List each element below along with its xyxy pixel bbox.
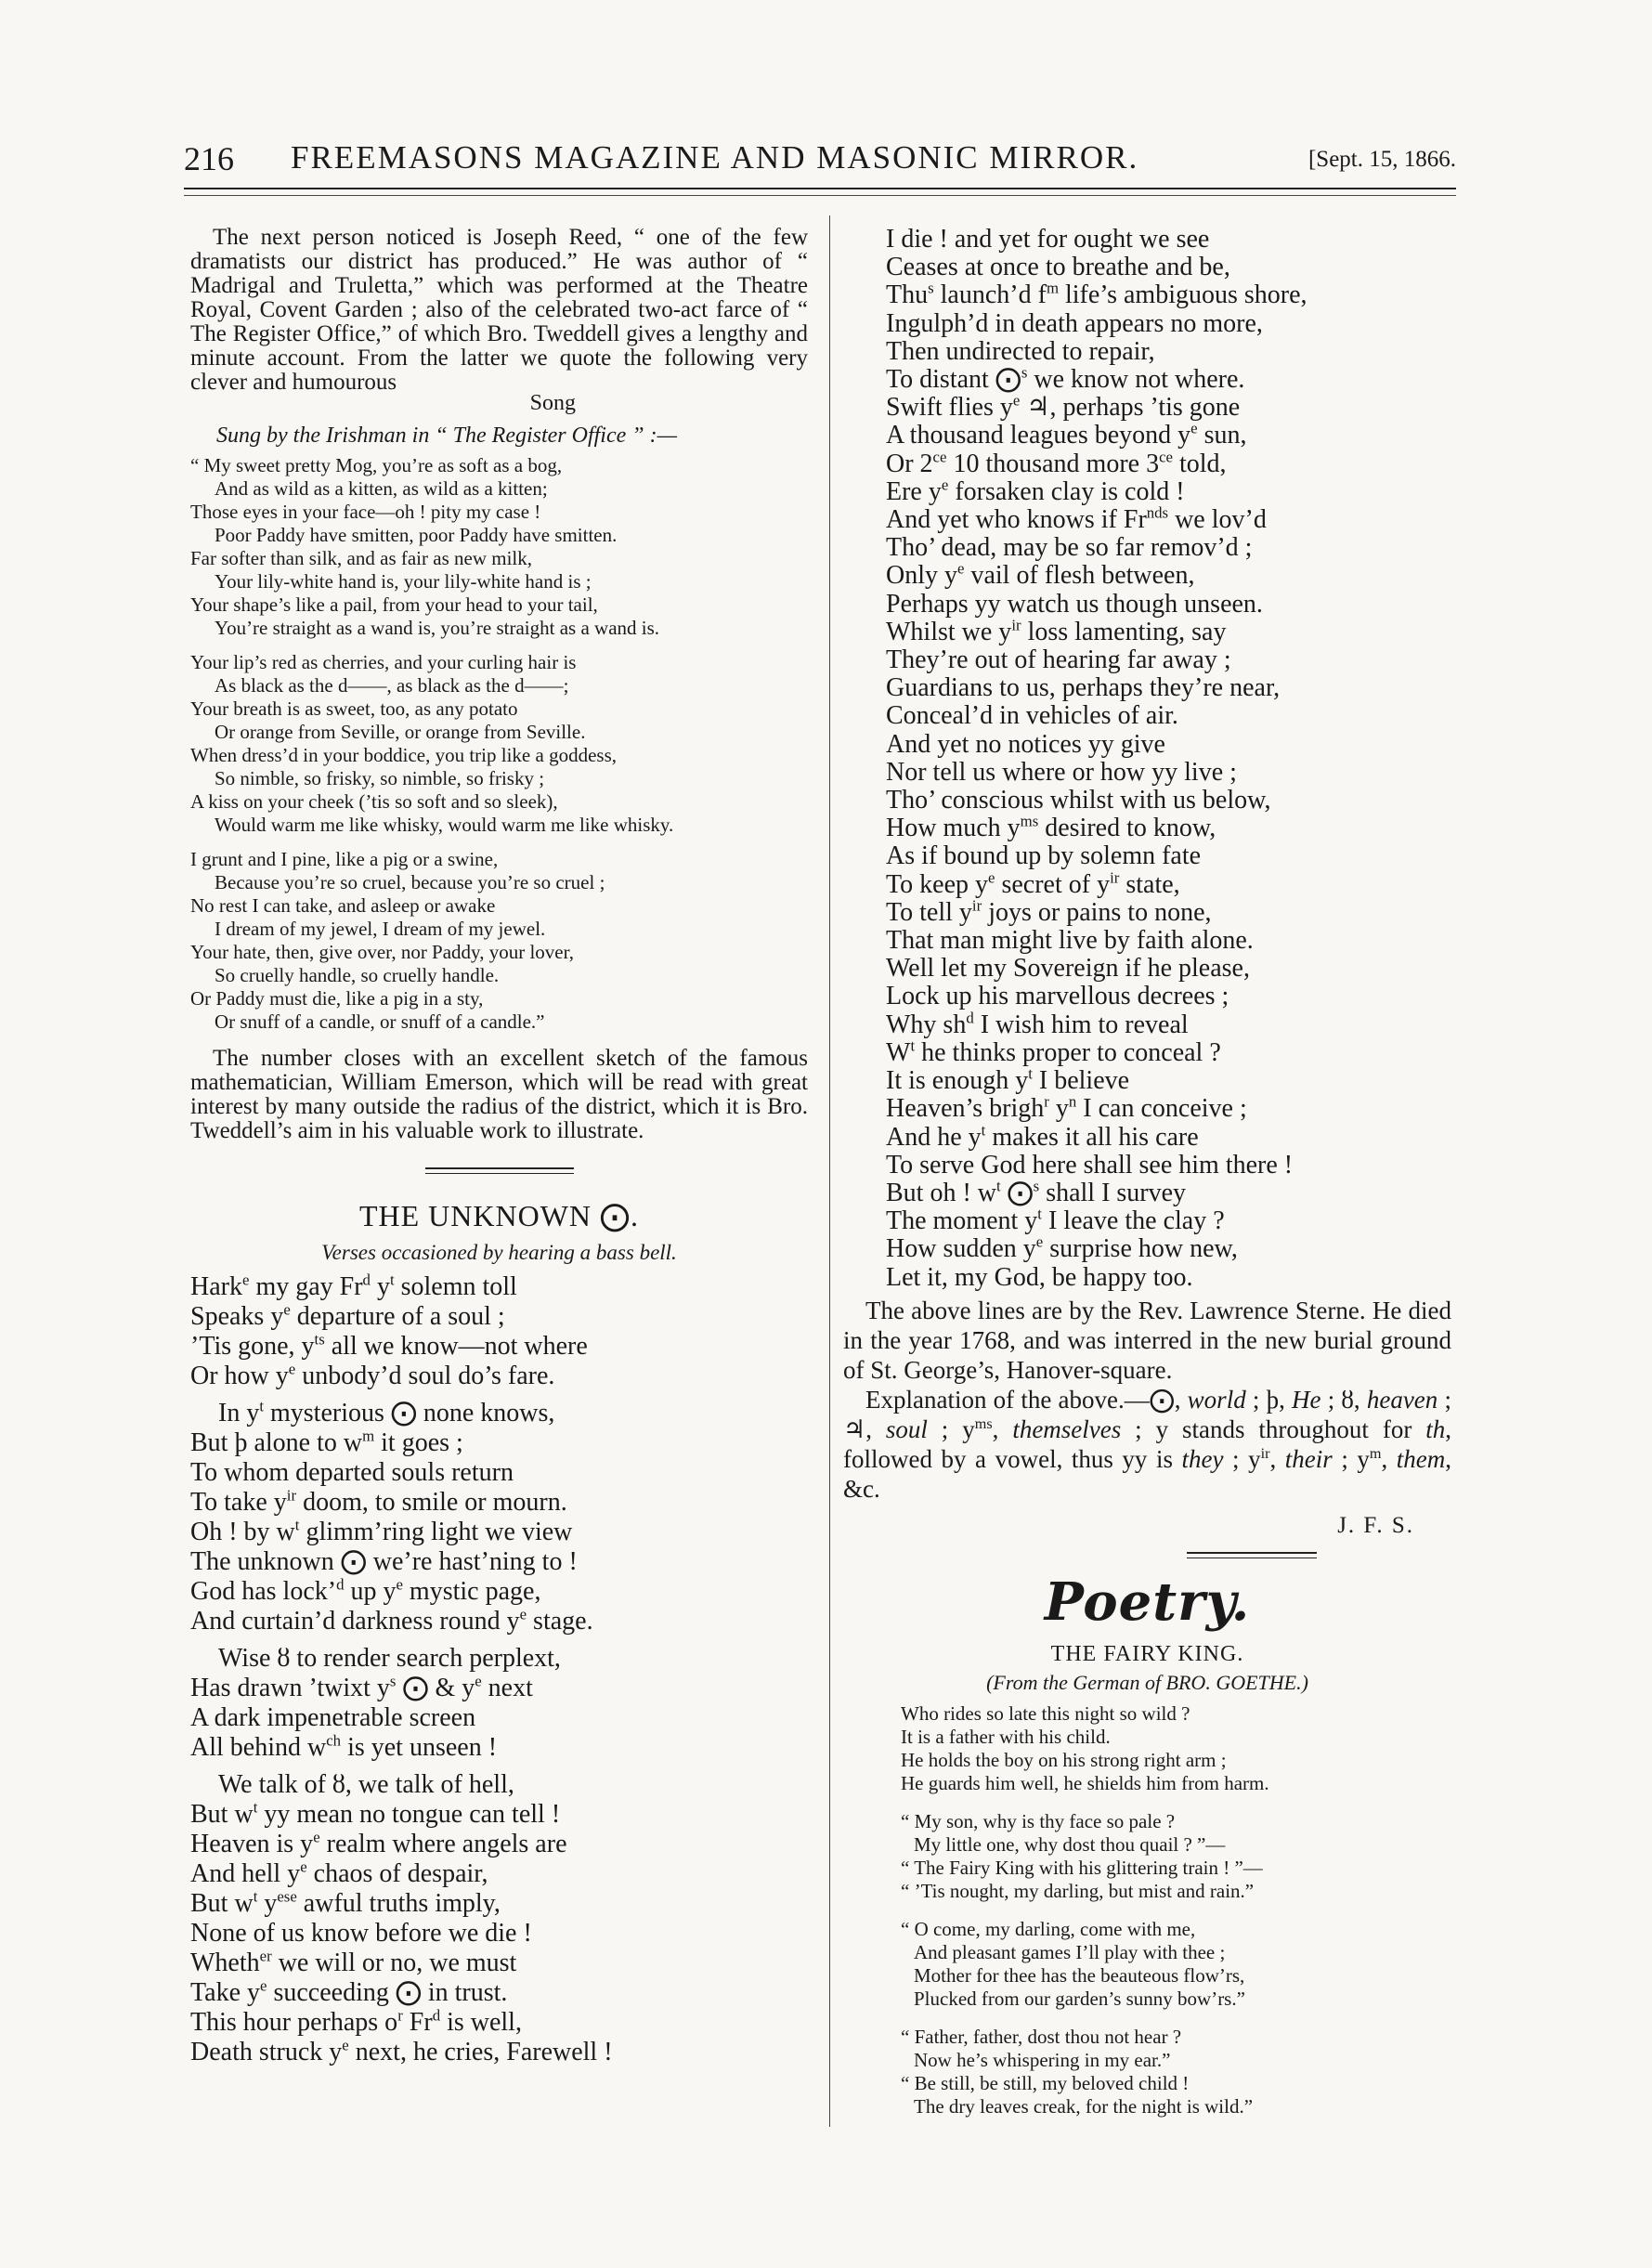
poem-stanza (190, 1644, 808, 1763)
verse-line: How sudden $y^e$ surprise how new, (886, 1232, 1238, 1264)
verse-line: Conceal’d in vehicles of air. (886, 701, 1178, 731)
verse-line: A dark impenetrable screen (190, 1703, 476, 1732)
verse-line: Those eyes in your face—oh ! pity my case ! (190, 501, 541, 523)
verse-line: God has lock’$^d$ up $y^e$ mystic page, (190, 1575, 541, 1606)
right-column (843, 226, 1451, 2118)
verse-line: Because you’re so cruel, because you’re so cruel ; (215, 871, 605, 893)
section-divider (425, 1167, 574, 1174)
verse-line: Your hate, then, give over, nor Paddy, your lover, (190, 941, 574, 963)
verse-line: Thu$^s$ launch’d $f^m$ life’s ambiguous shore, (886, 280, 1307, 310)
verse-line: So nimble, so frisky, so nimble, so frisky ; (215, 767, 545, 789)
verse-line: Or $2^{ce}$ 10 thousand more $3^{ce}$ told, (886, 448, 1227, 478)
verse-line: Tho’ conscious whilst with us below, (886, 786, 1271, 815)
verse-line: And pleasant games I’ll play with thee ; (914, 1940, 1226, 1963)
verse-line: “ My son, why is thy face so pale ? (901, 1809, 1176, 1832)
poem-subtitle: Verses occasioned by hearing a bass bell. (321, 1241, 677, 1264)
unknown-poem-continued (843, 226, 1451, 1292)
poem-stanza (901, 1810, 1451, 1903)
closing-paragraph: The number closes with an excellent sketch of the famous mathematician, William Emerson, which will be read with great interest by many outside the radius of the district, which it is Bro. Tweddell’s aim in his valuable work to illustrate. (190, 1046, 808, 1143)
verse-line: Heaven’s brigh$^r$ $y^n$ I can conceive ; (886, 1092, 1247, 1124)
verse-line: And as wild as a kitten, as wild as a kitten; (215, 477, 548, 500)
verse-line: I die ! and yet for ought we see (886, 225, 1210, 254)
verse-line: Plucked from our garden’s sunny bow’rs.” (914, 1987, 1245, 2010)
unknown-poem-verses (190, 1272, 808, 2067)
verse-line: Far softer than silk, and as fair as new milk, (190, 547, 532, 569)
verse-line: Tho’ dead, may be so far remov’d ; (886, 533, 1253, 563)
verse-line: The moment $y^t$ I leave the clay ? (886, 1205, 1225, 1236)
verse-line: He holds the boy on his strong right arm ; (901, 1748, 1227, 1771)
header-rule-thin (184, 195, 1456, 196)
verse-line: Let it, my God, be happy too. (886, 1262, 1193, 1292)
section-divider (1187, 1552, 1317, 1558)
verse-line: Would warm me like whisky, would warm me like whisky. (215, 814, 674, 836)
verse-line: It is a father with his child. (901, 1725, 1111, 1748)
song-stanza (190, 651, 808, 837)
verse-line: Guardians to us, perhaps they’re near, (886, 673, 1281, 703)
verse-line: And yet no notices yy give (886, 729, 1165, 759)
poem-stanza (190, 1272, 808, 1391)
verse-line: In $y^t$ mysterious ⨀ none knows, (218, 1397, 555, 1427)
verse-line: So cruelly handle, so cruelly handle. (215, 964, 500, 986)
verse-line: As black as the d——, as black as the d——; (215, 674, 569, 697)
verse-line: To tell $y^{ir}$ joys or pains to none, (886, 896, 1212, 927)
verse-line: It is enough $y^t$ I believe (886, 1064, 1130, 1096)
poem-title-fairy-king: THE FAIRY KING. (1050, 1641, 1244, 1666)
verse-line: Swift flies $y^e$ ♃, perhaps ’tis gone (886, 391, 1241, 423)
verse-line: Well let my Sovereign if he please, (886, 954, 1250, 984)
song-stanza (190, 848, 808, 1034)
verse-line: I dream of my jewel, I dream of my jewel. (215, 918, 546, 940)
poem-stanza (901, 1918, 1451, 2011)
verse-line: Take $y^e$ succeeding ⨀ in trust. (190, 1976, 508, 2007)
verse-line: How much $y^{ms}$ desired to know, (886, 812, 1216, 843)
verse-line: They’re out of hearing far away ; (886, 645, 1231, 675)
poem-stanza (190, 1399, 808, 1636)
poem-attribution: (From the German of BRO. GOETHE.) (986, 1670, 1308, 1694)
verse-line: Ingulph’d in death appears no more, (886, 308, 1263, 338)
verse-line: The dry leaves creak, for the night is wild.” (914, 2094, 1254, 2118)
verse-line: Wise ȣ to render search perplext, (218, 1644, 561, 1673)
verse-line: This hour perhaps $o^r$ Fr$^d$ is well, (190, 2006, 522, 2037)
page-number: 216 (184, 140, 234, 177)
verse-line: Why $sh^d$ I wish him to reveal (886, 1009, 1189, 1039)
verse-line: Lock up his marvellous decrees ; (886, 982, 1229, 1011)
verse-line: Hark$^e$ my gay Fr$^d$ $y^t$ solemn toll (190, 1271, 517, 1301)
poem-stanza (190, 1770, 808, 2067)
verse-line: Your breath is as sweet, too, as any potato (190, 697, 518, 720)
running-title: FREEMASONS MAGAZINE AND MASONIC MIRROR. (291, 139, 1139, 176)
verse-line: Your shape’s like a pail, from your head to your tail, (190, 593, 598, 616)
verse-line: Then undirected to repair, (886, 336, 1155, 366)
song-verses (190, 454, 808, 1034)
verse-line: Speaks $y^e$ departure of a soul ; (190, 1300, 505, 1331)
verse-line: Wheth$^{er}$ we will or no, we must (190, 1947, 517, 1977)
sung-by-caption: Sung by the Irishman in “ The Register Office ” :— (216, 424, 677, 448)
verse-line: Oh ! by $w^t$ glimm’ring light we view (190, 1516, 573, 1546)
verse-line: And yet who knows if $Fr^{nds}$ we lov’d (886, 503, 1267, 535)
verse-line: Poor Paddy have smitten, poor Paddy have smitten. (215, 524, 618, 546)
verse-line: To whom departed souls return (190, 1458, 514, 1487)
verse-line: A kiss on your cheek (’tis so soft and so sleek), (190, 790, 558, 813)
verse-line: Ere $y^e$ forsaken clay is cold ! (886, 476, 1185, 506)
verse-line: I grunt and I pine, like a pig or a swine, (190, 848, 499, 870)
verse-line: Or Paddy must die, like a pig in a sty, (190, 987, 484, 1010)
verse-line: Or orange from Seville, or orange from Seville. (215, 721, 586, 743)
verse-line: Heaven is $y^e$ realm where angels are (190, 1828, 567, 1858)
verse-line: He guards him well, he shields him from harm. (901, 1771, 1269, 1794)
verse-line: Or snuff of a candle, or snuff of a candle.” (215, 1010, 545, 1033)
verse-line: To keep $y^e$ secret of $y^{ir}$ state, (886, 868, 1180, 899)
header-rule (184, 188, 1456, 189)
verse-line: As if bound up by solemn fate (886, 841, 1202, 871)
verse-line: My little one, why dost thou quail ? ”— (914, 1832, 1226, 1856)
verse-line: “ The Fairy King with his glittering train ! ”— (901, 1856, 1263, 1879)
verse-line: Only $y^e$ vail of flesh between, (886, 560, 1195, 591)
verse-line: Mother for thee has the beauteous flow’rs, (914, 1963, 1245, 1987)
verse-line: Perhaps yy watch us though unseen. (886, 589, 1263, 619)
verse-line: You’re straight as a wand is, you’re straight as a wand is. (215, 617, 660, 639)
verse-line: But ϸ alone to $w^m$ it goes ; (190, 1427, 463, 1457)
verse-line: Now he’s whispering in my ear.” (914, 2048, 1171, 2071)
left-column (190, 226, 808, 2067)
verse-line: “ My sweet pretty Mog, you’re as soft as a bog, (190, 454, 563, 476)
poetry-heading: Poetry. (1044, 1571, 1251, 1633)
verse-line: We talk of ȣ, we talk of hell, (218, 1770, 514, 1799)
issue-date: [Sept. 15, 1866. (1307, 147, 1456, 172)
verse-line: Nor tell us where or how yy live ; (886, 757, 1237, 787)
page-header (184, 139, 1456, 186)
verse-line: To distant ⨀$^s$ we know not where. (886, 363, 1245, 395)
verse-line: But oh ! $w^t$ ⨀$^s$ shall I survey (886, 1177, 1187, 1207)
verse-line: And hell $y^e$ chaos of despair, (190, 1857, 488, 1888)
verse-line: Death struck $y^e$ next, he cries, Farewell ! (190, 2036, 613, 2066)
explanation-note: Explanation of the above.—⨀, world ; ϸ, He ; ȣ, heaven ; ♃, soul ; $y^{ms}$, themselves ; y stands throughout for th, followed by a vowel, thus yy is they ; $y^{ir}$, their ; $y^m$, them, &c. (843, 1385, 1451, 1503)
intro-paragraph: The next person noticed is Joseph Reed, “ one of the few dramatists our district has produced.” He was author of “ Madrigal and Truletta,” which was performed at the Theatre Royal, Covent Garden ; also of the celebrated two-act farce of “ The Register Office,” of which Bro. Tweddell gives a lengthy and minute account. From the latter we quote the following very clever and humourous (190, 225, 808, 395)
song-stanza (190, 454, 808, 640)
verse-line: Has drawn ’twixt $y^s$ ⨀ & $y^e$ next (190, 1672, 533, 1702)
verse-line: To take $y^{ir}$ doom, to smile or mourn. (190, 1486, 567, 1517)
verse-line: “ ’Tis nought, my darling, but mist and rain.” (901, 1879, 1255, 1902)
verse-line: But $w^t$ yy mean no tongue can tell ! (190, 1798, 561, 1829)
verse-line: Whilst we $y^{ir}$ loss lamenting, say (886, 616, 1227, 646)
verse-line: No rest I can take, and asleep or awake (190, 894, 496, 917)
song-heading: Song (529, 391, 576, 415)
verse-line: ’Tis gone, $y^{ts}$ all we know—not where (190, 1330, 588, 1361)
verse-line: And he $y^t$ makes it all his care (886, 1121, 1199, 1152)
verse-line: Your lip’s red as cherries, and your curling hair is (190, 651, 577, 673)
verse-line: Who rides so late this night so wild ? (901, 1701, 1190, 1725)
verse-line: “ Be still, be still, my beloved child ! (901, 2071, 1190, 2094)
verse-line: When dress’d in your boddice, you trip like a goddess, (190, 744, 617, 766)
poem-title-unknown: THE UNKNOWN ⨀. (358, 1199, 640, 1232)
verse-line: Your lily-white hand is, your lily-white hand is ; (215, 570, 592, 593)
poem-stanza (901, 2026, 1451, 2118)
verse-line: To serve God here shall see him there ! (886, 1150, 1294, 1180)
verse-line: Or how $y^e$ unbody’d soul do’s fare. (190, 1360, 555, 1390)
verse-line: A thousand leagues beyond $y^e$ sun, (886, 420, 1247, 450)
verse-line: That man might live by faith alone. (886, 926, 1254, 956)
verse-line: None of us know before we die ! (190, 1919, 532, 1948)
verse-line: Ceases at once to breathe and be, (886, 253, 1230, 282)
verse-line: The unknown ⨀ we’re hast’ning to ! (190, 1547, 578, 1576)
authorship-note: The above lines are by the Rev. Lawrence Sterne. He died in the year 1768, and was interred in the new burial ground of St. George’s, Hanover-square. (843, 1296, 1451, 1384)
poem-stanza (901, 1702, 1451, 1795)
fairy-king-verses (843, 1702, 1451, 2118)
verse-line: $W^t$ he thinks proper to conceal ? (886, 1036, 1221, 1067)
verse-line: All behind $w^{ch}$ is yet unseen ! (190, 1731, 498, 1762)
verse-line: But $w^t$ $y^{ese}$ awful truths imply, (190, 1887, 501, 1918)
verse-line: And curtain’d darkness round $y^e$ stage. (190, 1605, 593, 1636)
verse-line: “ Father, father, dost thou not hear ? (901, 2025, 1182, 2048)
column-divider (829, 215, 830, 2127)
signature: J. F. S. (1337, 1512, 1414, 1538)
verse-line: “ O come, my darling, come with me, (901, 1917, 1196, 1940)
